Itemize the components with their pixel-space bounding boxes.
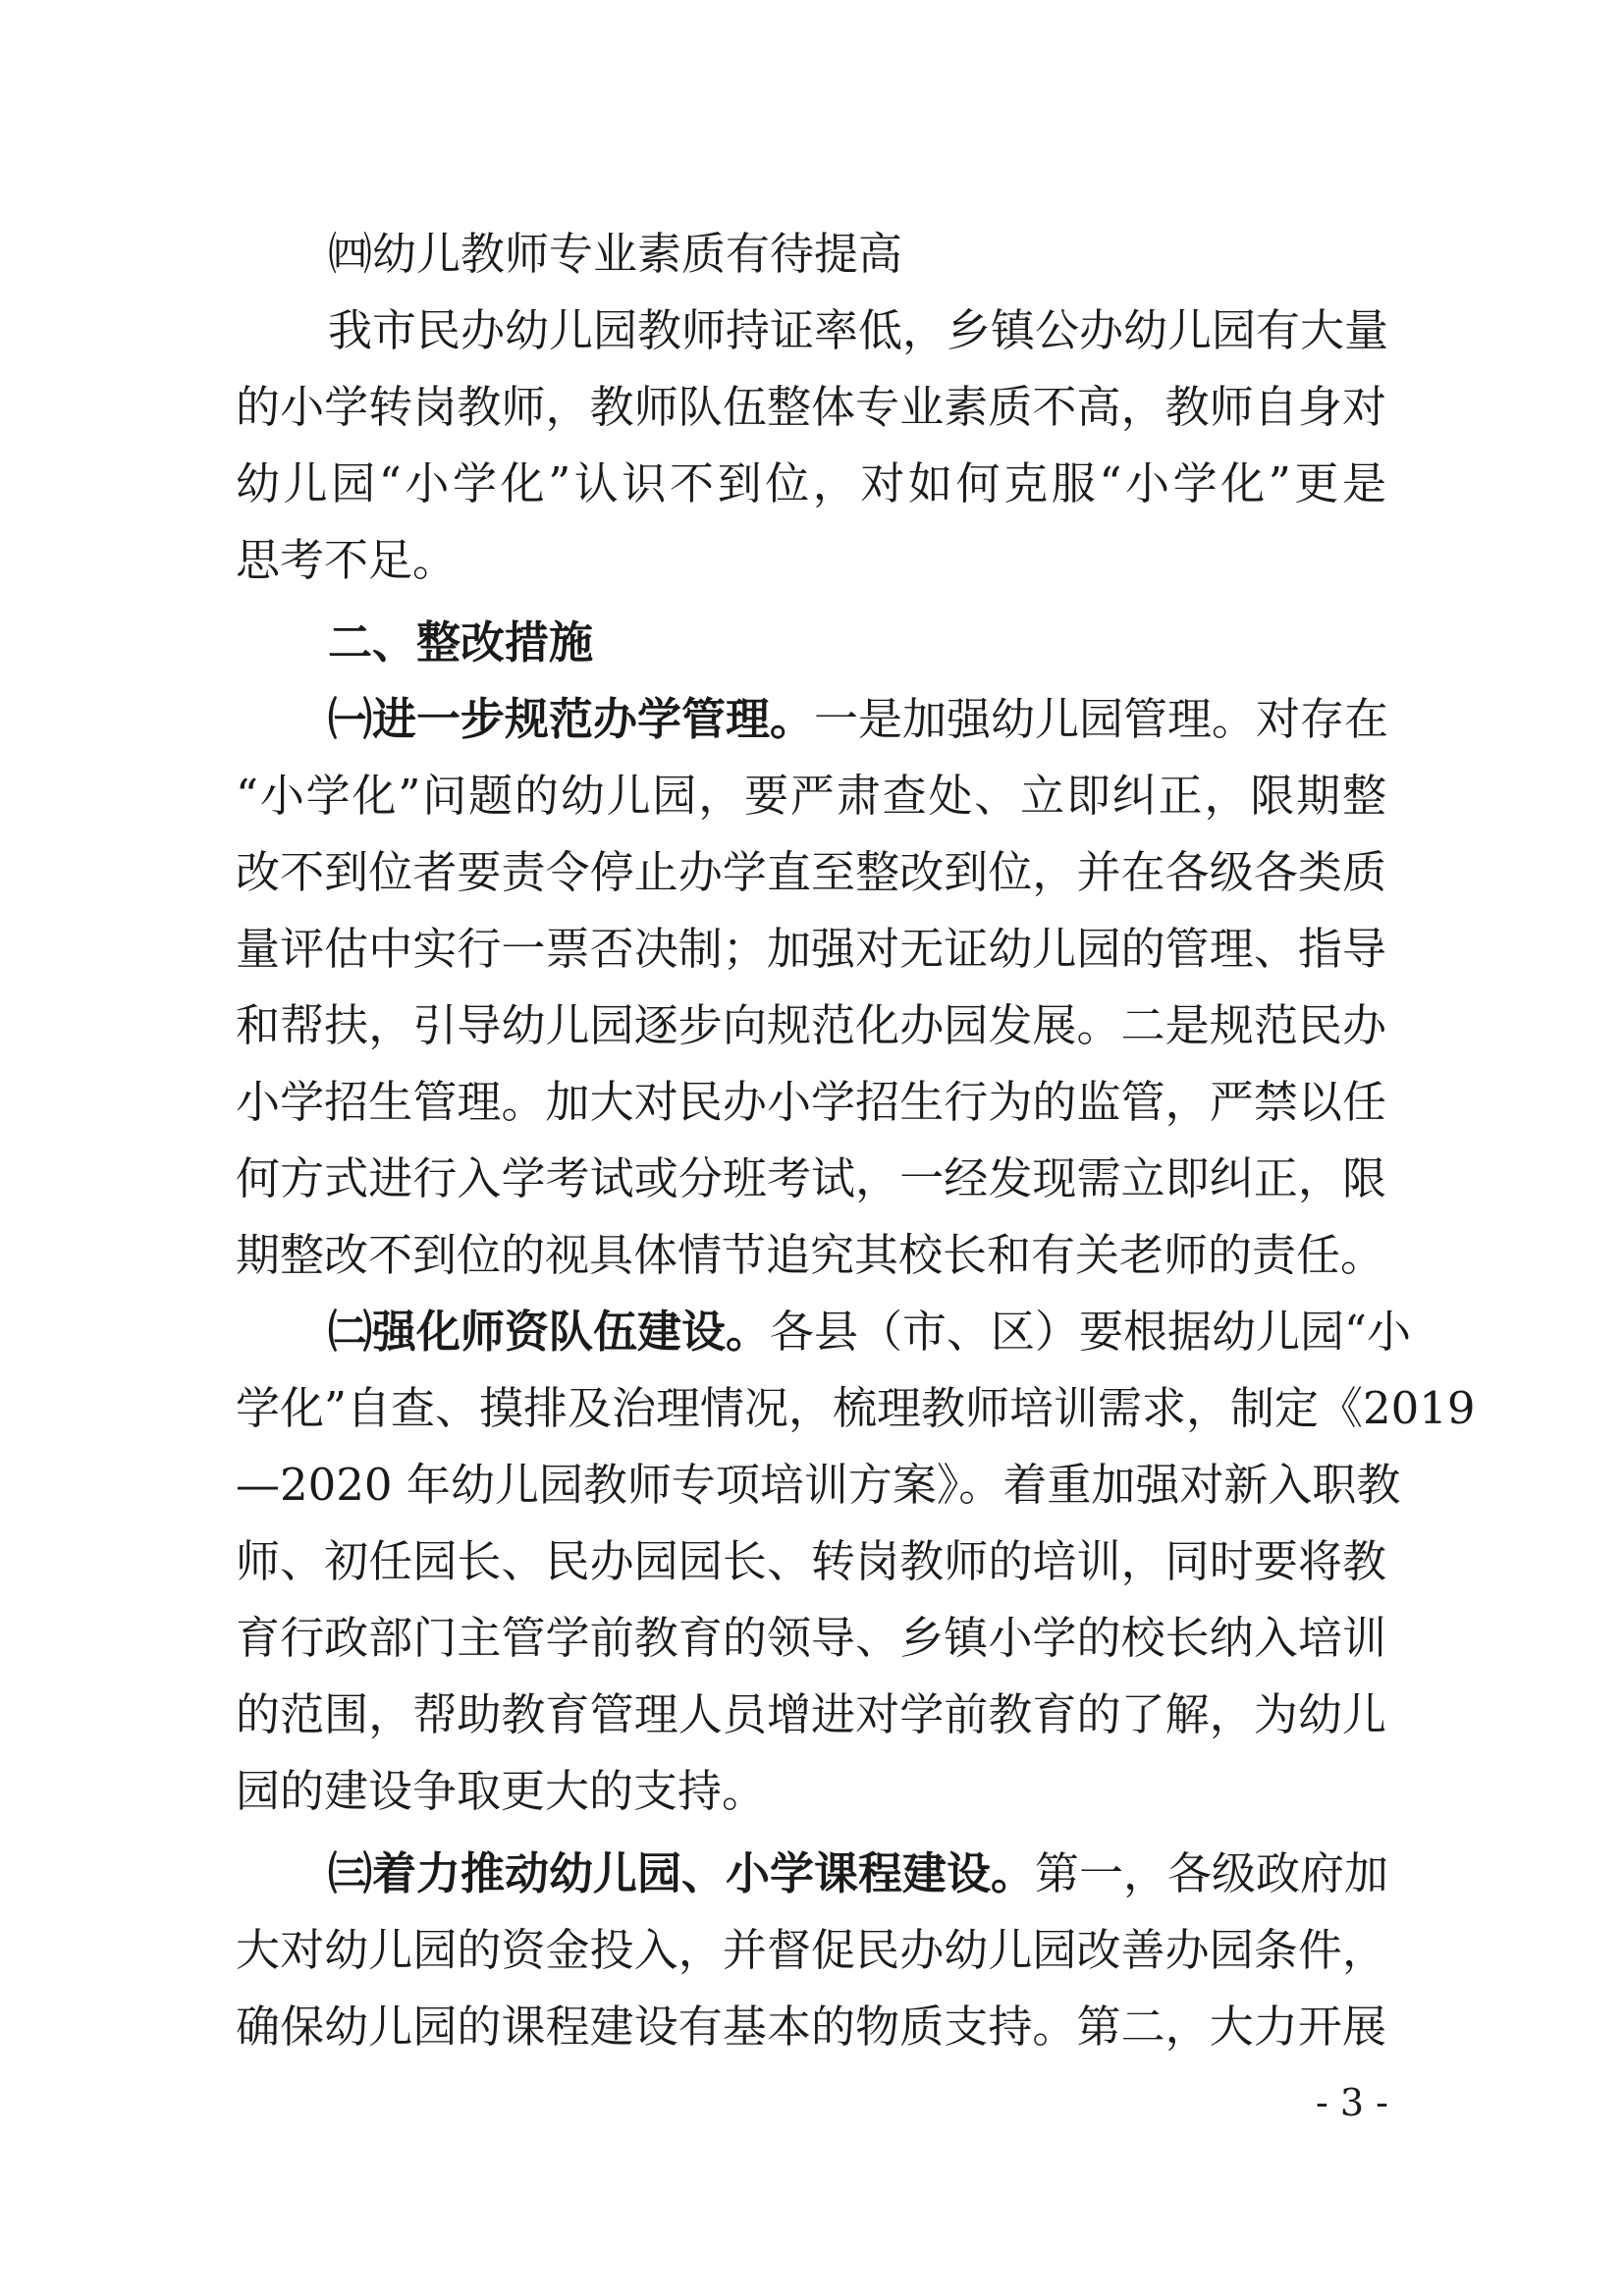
paragraph-line: 的小学转岗教师，教师队伍整体专业素质不高，教师自身对 xyxy=(236,381,1386,433)
measure-2-first-line xyxy=(236,1294,1412,1370)
measure-3-first-line xyxy=(236,1836,1389,1912)
paragraph-line: 小学招生管理。加大对民办小学招生行为的监管，严禁以任 xyxy=(236,1076,1386,1128)
paragraph-line: —2020 年幼儿园教师专项培训方案》。着重加强对新入职教 xyxy=(236,1459,1401,1511)
page-number: - 3 - xyxy=(1315,2081,1388,2124)
paragraph-line: 思考不足。 xyxy=(236,534,458,586)
measure-3-lead: ㈢着力推动幼儿园、小学课程建设。 xyxy=(328,1847,1036,1899)
paragraph-line: “小学化”问题的幼儿园，要严肃查处、立即纠正，限期整 xyxy=(236,770,1386,822)
paragraph-line: 我市民办幼儿园教师持证率低，乡镇公办幼儿园有大量 xyxy=(328,304,1389,356)
measure-1-lead: ㈠进一步规范办学管理。 xyxy=(328,693,815,745)
paragraph-line: 改不到位者要责令停止办学直至整改到位，并在各级各类质 xyxy=(236,846,1386,898)
measure-2-lead-rest: 各县（市、区）要根据幼儿园“小 xyxy=(770,1306,1412,1358)
paragraph-line: 师、初任园长、民办园园长、转岗教师的培训，同时要将教 xyxy=(236,1535,1386,1587)
measure-3-lead-rest: 第一，各级政府加 xyxy=(1035,1847,1389,1899)
paragraph-line: 期整改不到位的视具体情节追究其校长和有关老师的责任。 xyxy=(236,1229,1385,1281)
paragraph-line: 学化”自查、摸排及治理情况，梳理教师培训需求，制定《2019 xyxy=(236,1382,1476,1434)
document-page xyxy=(236,216,1476,2065)
paragraph-line: 大对幼儿园的资金投入，并督促民办幼儿园改善办园条件， xyxy=(236,1924,1386,1976)
paragraph-line: 育行政部门主管学前教育的领导、乡镇小学的校长纳入培训 xyxy=(236,1612,1386,1664)
paragraph-line: 何方式进行入学考试或分班考试，一经发现需立即纠正，限 xyxy=(236,1152,1386,1204)
paragraph-line: 和帮扶，引导幼儿园逐步向规范化办园发展。二是规范民办 xyxy=(236,999,1386,1051)
measure-2-lead: ㈡强化师资队伍建设。 xyxy=(328,1306,771,1358)
measure-1-first-line xyxy=(236,681,1389,758)
section-heading: 二、整改措施 xyxy=(328,616,594,668)
paragraph-line: 的范围，帮助教育管理人员增进对学前教育的了解，为幼儿 xyxy=(236,1688,1386,1740)
section-4-title: ㈣幼儿教师专业素质有待提高 xyxy=(328,228,903,280)
paragraph-line: 园的建设争取更大的支持。 xyxy=(236,1765,767,1817)
paragraph-line: 确保幼儿园的课程建设有基本的物质支持。第二，大力开展 xyxy=(236,2001,1386,2053)
paragraph-line: 幼儿园“小学化”认识不到位，对如何克服“小学化”更是 xyxy=(236,457,1386,509)
measure-1-lead-rest: 一是加强幼儿园管理。对存在 xyxy=(814,693,1389,745)
paragraph-line: 量评估中实行一票否决制；加强对无证幼儿园的管理、指导 xyxy=(236,923,1386,975)
